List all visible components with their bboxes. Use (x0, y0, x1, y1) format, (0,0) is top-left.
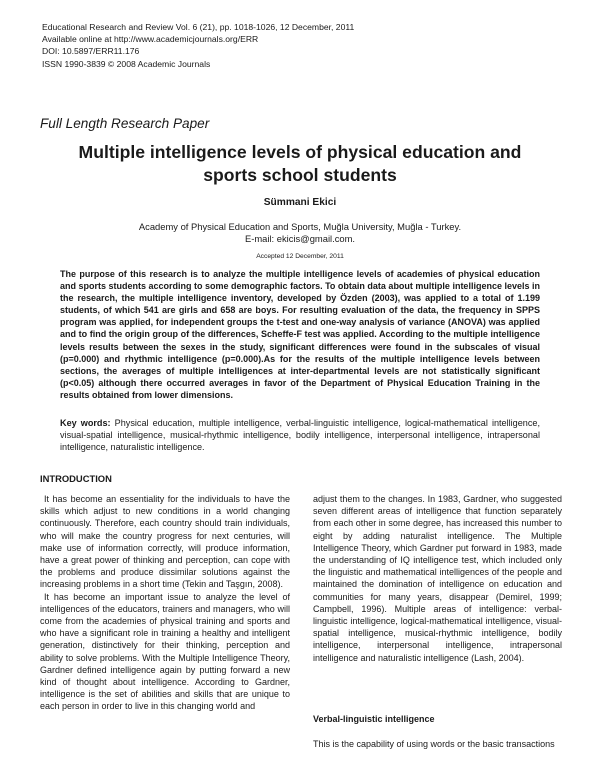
paper-title-line-1: Multiple intelligence levels of physical education and (78, 142, 522, 162)
verbal-linguistic-section (313, 738, 562, 750)
introduction-heading: INTRODUCTION (40, 473, 112, 484)
intro-paragraph-2: It has become an important issue to analyze the level of intelligences of the educators, trainers and managers, who will come from the academies of physical training and sports and who have a significant role in training a healthy and intelligent generation, distinctively for their thinking, perception and ability to solve problems. With the Multiple Intelligence Theory, Gardner defined intelligence again by putting forward a new kind of thought about intelligence. According to Gardner, intelligence is the set of abilities and skills that are unique to each person in order to live in this changing world and (40, 591, 290, 712)
accepted-date: Accepted 12 December, 2011 (256, 253, 344, 260)
affiliation-institution: Academy of Physical Education and Sports, Muğla University, Muğla - Turkey. (138, 221, 462, 232)
journal-available-online: Available online at http://www.academicjournals.org/ERR (42, 34, 259, 45)
keywords (60, 417, 540, 453)
journal-issn: ISSN 1990-3839 © 2008 Academic Journals (42, 58, 211, 69)
abstract: The purpose of this research is to analyze the multiple intelligence levels of academies of physical education and sports students according to some demographic factors. To obtain data about multiple intelligence levels in the research, the multiple intelligence inventory, developed by Özden (2003), was applied to a total of 1.199 students, of which 541 are girls and 658 are boys. For resulting evaluation of the data, the frequency in SPPS program was applied, for independent groups the t-test and one-way analysis of variance (ANOVA) was applied and to find the origin group of the differences, Scheffe-F test was applied. According to the multiple intelligence levels results between the sexes in the study, significant differences were found in the subscales of visual (p=0.000) and rhythmic intelligence (p=0.000).As for the results of the multiple intelligence levels between sections, the averages of multiple intelligences at inter-departmental levels are not statistically significant (p<0.05) although there occurred averages in favor of the Department of Physical Education Training in the results obtained from lower dimensions. (60, 269, 540, 400)
paper-title (40, 141, 560, 187)
paper-type: Full Length Research Paper (40, 116, 210, 131)
keywords-text: Physical education, multiple intelligence, verbal-linguistic intelligence, logical-mathematical intelligence, visual-spatial intelligence, musical-rhythmic intelligence, bodily intelligence, interpersonal intelligence, intrapersonal intelligence, naturalistic intelligence. (60, 418, 540, 453)
intro-paragraph-3: adjust them to the changes. In 1983, Gardner, who suggested seven different areas of intelligence that function separately from each other in some degree, has increased this number to eight by adding naturalist intelligence. The Multiple Intelligence Theory, which Gardner put forward in 1983, made the understanding of IQ intelligence test, which included only the linguistic and mathematical intelligences of the people and maintained the domination of intelligence on education and communities for many years, disappear (Demirel, 1999; Campbell, 1996). Multiple areas of intelligence: verbal-linguistic intelligence, logical-mathematical intelligence, visual-spatial intelligence, musical-rhythmic intelligence, bodily intelligence, interpersonal intelligence, intrapersonal intelligence and naturalistic intelligence (Lash, 2004). (313, 494, 562, 663)
left-column (40, 493, 290, 713)
verbal-linguistic-heading: Verbal-linguistic intelligence (313, 714, 435, 724)
journal-doi: DOI: 10.5897/ERR11.176 (42, 46, 140, 57)
right-column (313, 493, 562, 664)
journal-header (42, 21, 354, 70)
author-name: Sümmani Ekici (263, 197, 337, 208)
paper-title-line-2: sports school students (203, 165, 397, 185)
author-affiliation (40, 221, 560, 246)
verbal-linguistic-paragraph: This is the capability of using words or the basic transactions (313, 739, 555, 749)
intro-paragraph-1: It has become an essentiality for the individuals to have the skills which adjust to new conditions in a world changing continuously. Therefore, each country should train individuals, who will make the country progress for next centuries, will make use of information correctly, will produce information, have a great power of thinking and perception, can cope with the problems and produce dissimilar solutions against the increasing problems in a short time (Tekin and Taşgın, 2008). (40, 494, 290, 590)
affiliation-email: E-mail: ekicis@gmail.com. (244, 233, 356, 245)
keywords-label: Key words: (60, 418, 111, 428)
journal-citation: Educational Research and Review Vol. 6 (21), pp. 1018-1026, 12 December, 2011 (42, 22, 355, 32)
